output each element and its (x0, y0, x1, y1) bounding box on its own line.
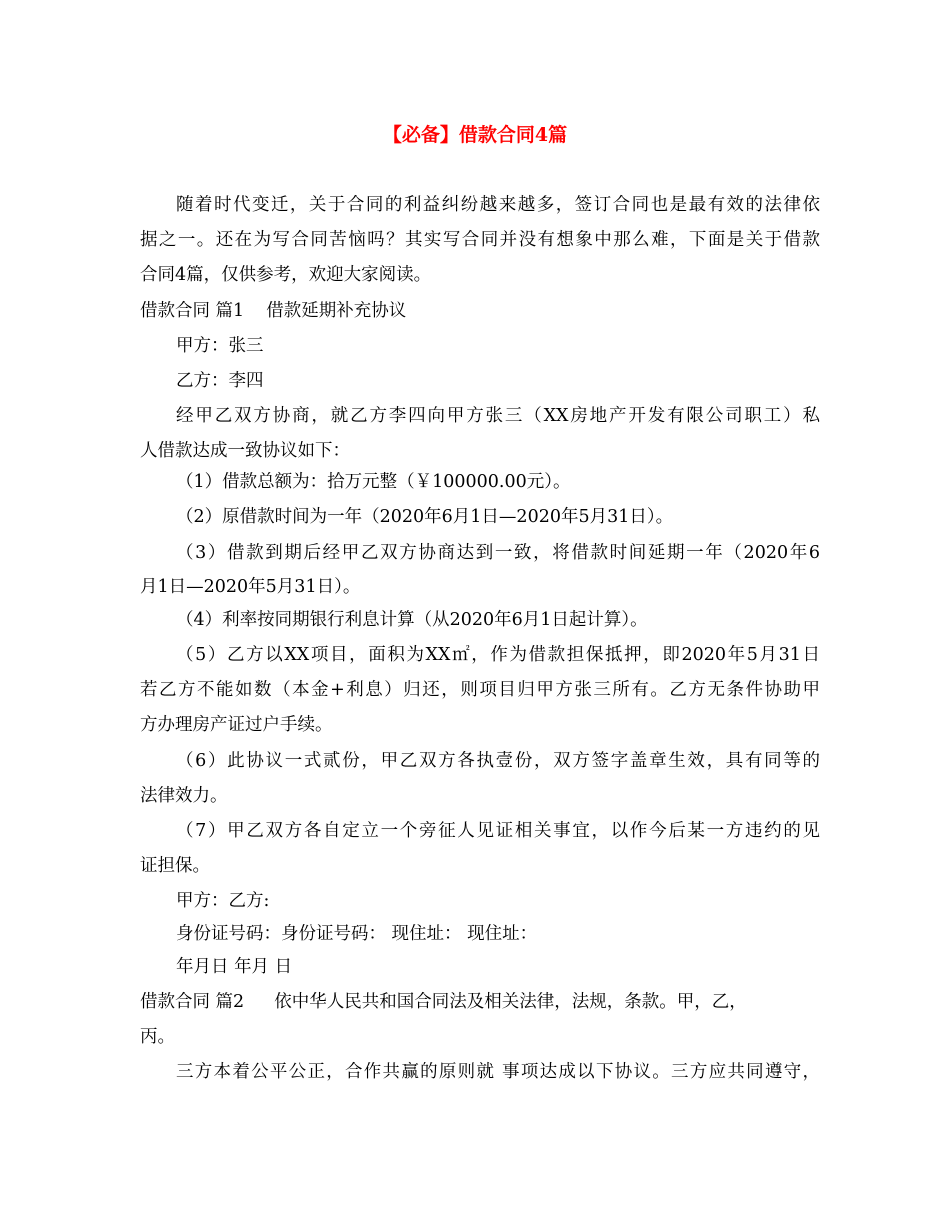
signature-id-line: 身份证号码：身份证号码： 现住址： 现住址： (176, 924, 538, 944)
signature-line: 甲方：乙方: (176, 891, 270, 911)
party-a-line: 甲方：张三 (176, 336, 264, 356)
section-heading-label: 借款合同 篇2 (140, 992, 245, 1012)
clause-line: 法律效力。 (140, 786, 228, 806)
section-heading (140, 294, 406, 328)
clause-line: （4）利率按同期银行利息计算（从2020年6月1日起计算）。 (176, 610, 648, 630)
party-b-line: 乙方：李四 (176, 371, 264, 391)
paragraph-line: 据之一。还在为写合同苦恼吗？其实写合同并没有想象中那么难，下面是关于借款 (140, 230, 820, 250)
paragraph-line: 合同4篇，仅供参考，欢迎大家阅读。 (140, 265, 432, 285)
clause-line: 方办理房产证过户手续。 (140, 715, 333, 735)
section-heading-text: 依中华人民共和国合同法及相关法律，法规，条款。甲，乙， (274, 992, 747, 1012)
paragraph-line: 丙。 (140, 1027, 175, 1047)
paragraph-line: 三方本着公平公正，合作共赢的原则就 事项达成以下协议。三方应共同遵守， (176, 1062, 820, 1082)
section-heading-subtitle: 借款延期补充协议 (266, 301, 407, 321)
section-heading (140, 985, 747, 1019)
clause-line: 若乙方不能如数（本金+利息）归还，则项目归甲方张三所有。乙方无条件协助甲 (140, 680, 820, 700)
clause-line: （6）此协议一式贰份，甲乙双方各执壹份，双方签字盖章生效，具有同等的 (176, 751, 820, 771)
clause-line: （1）借款总额为：拾万元整（￥100000.00元）。 (176, 472, 571, 492)
paragraph-line: 经甲乙双方协商，就乙方李四向甲方张三（XX房地产开发有限公司职工）私 (176, 406, 820, 426)
clause-line: （5）乙方以XX项目，面积为XX㎡，作为借款担保抵押，即2020年5月31日 (176, 645, 820, 665)
clause-line: （2）原借款时间为一年（2020年6月1日—2020年5月31日）。 (176, 507, 674, 527)
clause-line: （3）借款到期后经甲乙双方协商达到一致，将借款时间延期一年（2020年6 (176, 543, 820, 563)
clause-line: （7）甲乙双方各自定立一个旁征人见证相关事宜，以作今后某一方违约的见 (176, 821, 820, 841)
paragraph-line: 人借款达成一致协议如下： (140, 441, 350, 461)
clause-line: 证担保。 (140, 856, 210, 876)
clause-line: 月1日—2020年5月31日）。 (140, 577, 361, 597)
paragraph-line: 随着时代变迁，关于合同的利益纠纷越来越多，签订合同也是最有效的法律依 (176, 195, 820, 215)
signature-date-line: 年月日 年月 日 (176, 957, 293, 977)
document-title: 【必备】借款合同4篇 (382, 124, 568, 146)
section-heading-label: 借款合同 篇1 (140, 301, 245, 321)
